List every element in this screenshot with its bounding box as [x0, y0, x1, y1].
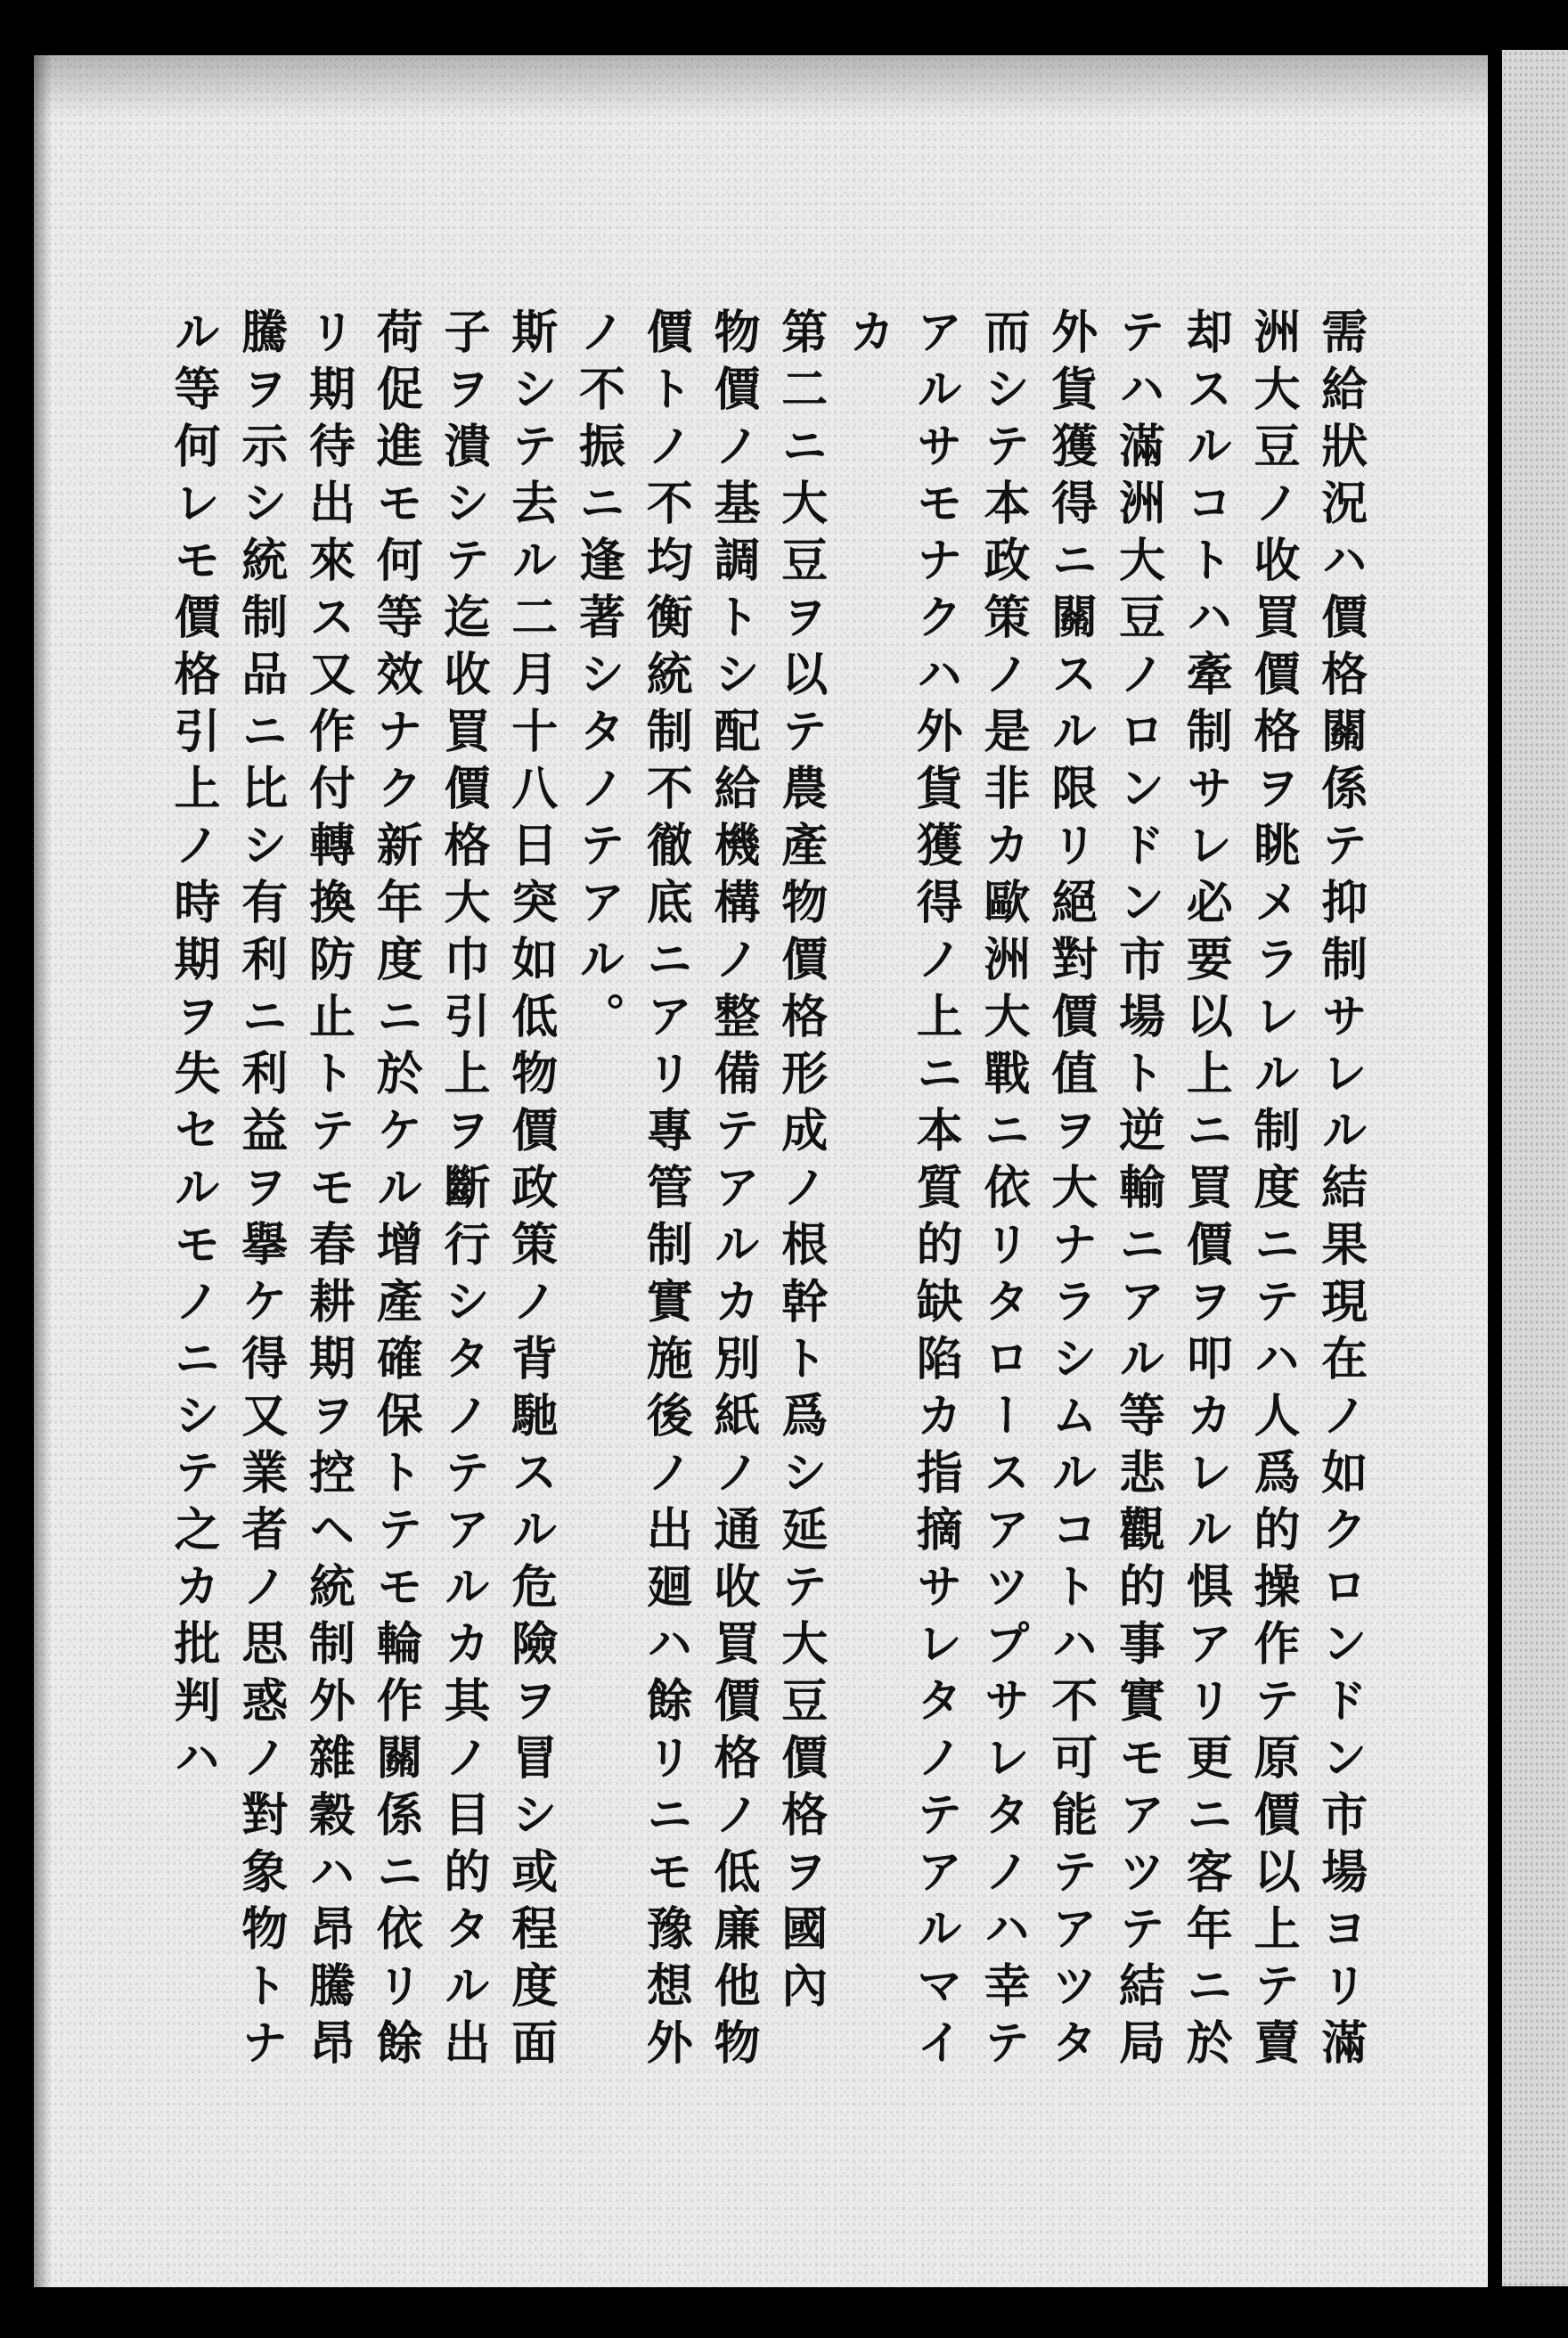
text-column: 荷促進モ何等效ナク新年度ニ於ケル增產確保トテモ輪作關係ニ依リ餘: [368, 307, 423, 2075]
text-column: ル等何レモ價格引上ノ時期ヲ失セルモノニシテ之カ批判ハ: [166, 307, 220, 1790]
text-column: 却スルコトハ牽制サレ必要以上ニ買價ヲ叩カレル惧アリ更ニ客年ニ於: [1178, 307, 1233, 2075]
vertical-text-block: [160, 307, 1372, 2080]
text-column: 子ヲ潰シテ迄收買價格大巾引上ヲ斷行シタノテアルカ其ノ目的タル出: [436, 307, 490, 2075]
text-column: ノ不振ニ逢著シタノテアル。: [570, 307, 625, 1049]
page-shadow-top: [34, 55, 1488, 118]
adjacent-page-edge: [1502, 50, 1568, 2286]
text-column: カ: [840, 307, 895, 364]
text-column: アルサモナクハ外貨獲得ノ上ニ本質的缺陷カ指摘サレタノテアルマイ: [908, 307, 963, 2075]
text-column: 第二ニ大豆ヲ以テ農產物價格形成ノ根幹ト爲シ延テ大豆價格ヲ國內: [772, 307, 828, 2018]
text-column: 外貨獲得ニ關スル限リ絕對價值ヲ大ナラシムルコトハ不可能テアツタ: [1042, 307, 1098, 2075]
page-shadow-left: [34, 55, 52, 2287]
text-column: 需給狀況ハ價格關係テ抑制サレル結果現在ノ如クロンドン市場ヨリ滿: [1312, 307, 1368, 2075]
text-column: 斯シテ去ル二月十八日突如低物價政策ノ背馳スル危險ヲ冒シ或程度面: [502, 307, 558, 2075]
text-column: リ期待出來ス又作付轉換防止トテモ春耕期ヲ控ヘ統制外雜穀ハ昂騰昂: [300, 307, 355, 2075]
text-column: 物價ノ基調トシ配給機構ノ整備テアルカ別紙ノ通收買價格ノ低廉他物: [706, 307, 760, 2075]
text-column: 騰ヲ示シ統制品ニ比シ有利ニ利益ヲ擧ケ得又業者ノ思惑ノ對象物トナ: [233, 307, 288, 2075]
text-column: 價トノ不均衡統制不徹底ニアリ專管制實施後ノ出廻ハ餘リニモ豫想外: [638, 307, 693, 2075]
text-column: 而シテ本政策ノ是非カ歐洲大戰ニ依リタロースアツプサレタノハ幸テ: [976, 307, 1030, 2075]
text-column: テハ滿洲大豆ノロンドン市場ト逆輸ニアル等悲觀的事實モアツテ結局: [1110, 307, 1165, 2075]
text-column: 洲大豆ノ收買價格ヲ眺メラレル制度ニテハ人爲的操作テ原價以上テ賣: [1245, 307, 1300, 2075]
